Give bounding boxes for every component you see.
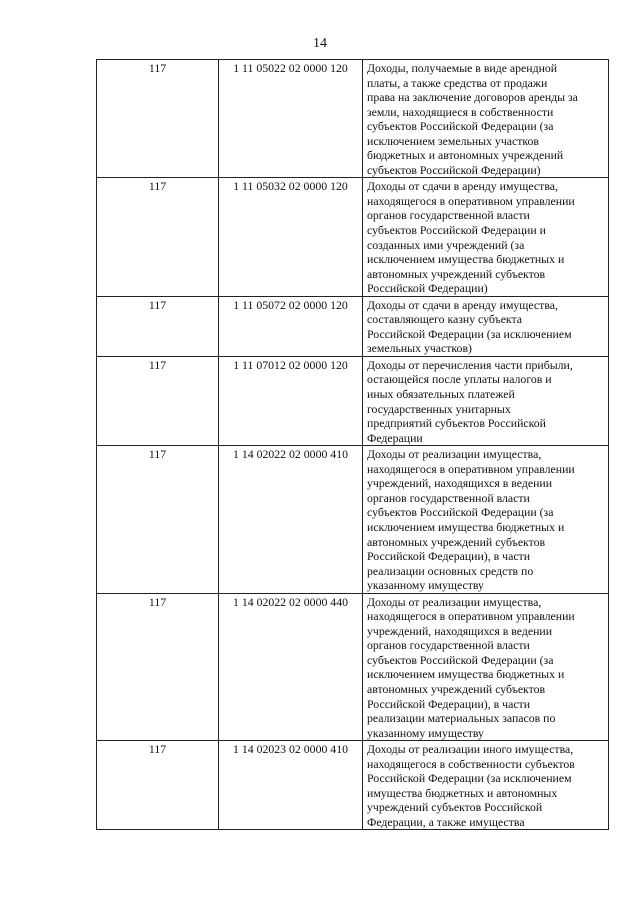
description-line: субъектов Российской Федерации (за xyxy=(367,652,554,667)
table-row xyxy=(97,741,609,830)
description-line: субъектов Российской Федерации и xyxy=(367,223,546,238)
table-row xyxy=(97,60,609,178)
description-line: бюджетных и автономных учреждений xyxy=(367,148,564,163)
table-row xyxy=(97,356,609,445)
description-line: созданных ими учреждений (за xyxy=(367,237,525,252)
description-line: Доходы от реализации иного имущества, xyxy=(367,742,574,757)
description-line: автономных учреждений субъектов xyxy=(367,534,546,549)
description-line: Российской Федерации), в части xyxy=(367,549,531,564)
description-line: Федерации, а также имущества xyxy=(367,814,525,829)
budget-classification-code-cell: 1 14 02022 02 0000 410 xyxy=(219,446,363,593)
revenue-description-cell xyxy=(363,593,609,740)
description-line: автономных учреждений субъектов xyxy=(367,266,546,281)
description-line: находящегося в оперативном управлении xyxy=(367,193,575,208)
administrator-code-cell: 117 xyxy=(97,296,219,356)
table-row xyxy=(97,593,609,740)
administrator-code-cell: 117 xyxy=(97,60,219,178)
budget-classification-code-cell: 1 14 02023 02 0000 410 xyxy=(219,741,363,830)
description-line: исключением имущества бюджетных и xyxy=(367,252,565,267)
description-line: предприятий субъектов Российской xyxy=(367,416,546,431)
description-line: указанному имуществу xyxy=(367,725,484,740)
revenue-description-cell xyxy=(363,296,609,356)
description-line: автономных учреждений субъектов xyxy=(367,681,546,696)
description-line: органов государственной власти xyxy=(367,638,530,653)
description-line: реализации основных средств по xyxy=(367,563,534,578)
description-line: Доходы от реализации имущества, xyxy=(367,594,542,609)
description-line: исключением имущества бюджетных и xyxy=(367,519,565,534)
description-line: исключением земельных участков xyxy=(367,133,539,148)
description-line: органов государственной власти xyxy=(367,208,530,223)
revenue-description-cell xyxy=(363,446,609,593)
description-line: находящегося в собственности субъектов xyxy=(367,756,575,771)
budget-classification-code-cell: 1 11 05032 02 0000 120 xyxy=(219,178,363,296)
budget-classification-code-cell: 1 11 05072 02 0000 120 xyxy=(219,296,363,356)
page-number: 14 xyxy=(313,36,327,51)
description-line: реализации материальных запасов по xyxy=(367,711,556,726)
revenue-description-cell xyxy=(363,178,609,296)
administrator-code-cell: 117 xyxy=(97,446,219,593)
description-line: Федерации xyxy=(367,430,423,445)
administrator-code-cell: 117 xyxy=(97,178,219,296)
description-line: учреждений, находящихся в ведении xyxy=(367,476,553,491)
description-line: Доходы от перечисления части прибыли, xyxy=(367,357,573,372)
description-line: находящегося в оперативном управлении xyxy=(367,461,575,476)
description-line: исключением имущества бюджетных и xyxy=(367,667,565,682)
description-line: субъектов Российской Федерации) xyxy=(367,162,541,177)
description-line: Доходы от сдачи в аренду имущества, xyxy=(367,297,558,312)
description-line: государственных унитарных xyxy=(367,401,511,416)
description-line: права на заключение договоров аренды за xyxy=(367,90,578,105)
description-line: Российской Федерации (за исключением xyxy=(367,771,572,786)
description-line: составляющего казну субъекта xyxy=(367,312,523,327)
description-line: Российской Федерации) xyxy=(367,281,488,296)
administrator-code-cell: 117 xyxy=(97,741,219,830)
table-row xyxy=(97,446,609,593)
description-line: имущества бюджетных и автономных xyxy=(367,785,558,800)
description-line: иных обязательных платежей xyxy=(367,387,515,402)
budget-classification-code-cell: 1 14 02022 02 0000 440 xyxy=(219,593,363,740)
description-line: остающейся после уплаты налогов и xyxy=(367,372,552,387)
budget-classification-code-cell: 1 11 07012 02 0000 120 xyxy=(219,356,363,445)
revenue-description-cell xyxy=(363,356,609,445)
table-body xyxy=(97,60,609,830)
revenue-description-cell xyxy=(363,60,609,178)
administrator-code-cell: 117 xyxy=(97,356,219,445)
table-row xyxy=(97,296,609,356)
description-line: органов государственной власти xyxy=(367,490,530,505)
table-row xyxy=(97,178,609,296)
revenue-description-cell xyxy=(363,741,609,830)
description-line: субъектов Российской Федерации (за xyxy=(367,119,554,134)
budget-classification-code-cell: 1 11 05022 02 0000 120 xyxy=(219,60,363,178)
description-line: Доходы, получаемые в виде арендной xyxy=(367,61,558,75)
description-line: Российской Федерации (за исключением xyxy=(367,326,572,341)
description-line: субъектов Российской Федерации (за xyxy=(367,505,554,520)
description-line: платы, а также средства от продажи xyxy=(367,75,548,90)
description-line: Российской Федерации), в части xyxy=(367,696,531,711)
revenue-classification-table xyxy=(96,59,609,830)
administrator-code-cell: 117 xyxy=(97,593,219,740)
description-line: Доходы от сдачи в аренду имущества, xyxy=(367,179,558,194)
description-line: земельных участков) xyxy=(367,341,472,356)
description-line: учреждений субъектов Российской xyxy=(367,800,543,815)
description-line: Доходы от реализации имущества, xyxy=(367,447,542,462)
description-line: находящегося в оперативном управлении xyxy=(367,609,575,624)
description-line: учреждений, находящихся в ведении xyxy=(367,623,553,638)
description-line: земли, находящиеся в собственности xyxy=(367,104,554,119)
description-line: указанному имуществу xyxy=(367,578,484,593)
